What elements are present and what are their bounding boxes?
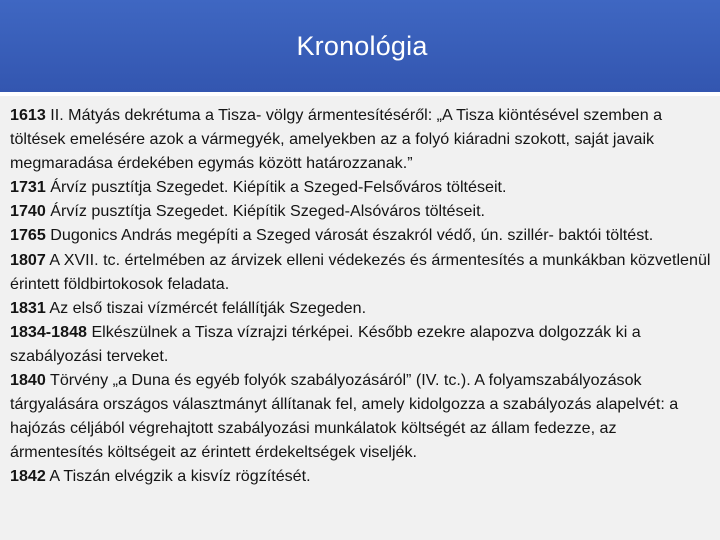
- timeline-entry: [10, 248, 712, 296]
- entry-year: 1613: [10, 106, 46, 124]
- entry-year: 1765: [10, 226, 46, 245]
- page-title: Kronológia: [296, 31, 428, 61]
- entry-year: 1834-1848: [10, 322, 87, 341]
- timeline-entry: [10, 320, 712, 368]
- entry-year: 1731: [10, 178, 46, 197]
- timeline-entry: [10, 223, 712, 247]
- timeline-entry: [10, 103, 712, 175]
- timeline-entry: [10, 296, 712, 320]
- entry-text: Dugonics András megépíti a Szeged városát északról védő, ún. szillér- baktói töltést.: [45, 226, 654, 245]
- timeline-entry: [10, 464, 712, 488]
- entry-text: A XVII. tc. értelmében az árvizek elleni védekezés és ármentesítés a munkákban közvetlenül érintett földbirtokosok feladata.: [10, 250, 711, 293]
- timeline-entry: [10, 199, 712, 223]
- timeline-list: [0, 96, 720, 489]
- entry-text: Árvíz pusztítja Szegedet. Kiépítik Szeged-Alsóváros töltéseit.: [45, 202, 486, 221]
- title-band: [0, 0, 720, 92]
- entry-year: 1842: [10, 467, 46, 486]
- entry-text: Elkészülnek a Tisza vízrajzi térképei. Később ezekre alapozva dolgozzák ki a szabályozási terveket.: [10, 322, 641, 365]
- entry-text: Törvény „a Duna és egyéb folyók szabályozásáról” (IV. tc.). A folyamszabályozások tárgyalására országos választmányt állítanak fel, amely kidolgozza a szabályozás alapelvét: a hajózás céljából végrehajtott szabályozási munkálatok költségét az állam fedezze, az ármentesítés költségeit az érintett érdekeltségek viseljék.: [10, 371, 679, 462]
- timeline-entry: [10, 175, 712, 199]
- content-box: [0, 96, 720, 540]
- timeline-entry: [10, 368, 712, 464]
- entry-year: 1807: [10, 250, 46, 269]
- entry-year: 1740: [10, 202, 46, 221]
- entry-year: 1831: [10, 298, 46, 317]
- entry-text: Az első tiszai vízmércét felállítják Szegeden.: [45, 298, 367, 317]
- entry-text: Árvíz pusztítja Szegedet. Kiépítik a Szeged-Felsőváros töltéseit.: [45, 178, 507, 197]
- entry-year: 1840: [10, 371, 46, 390]
- entry-text: A Tiszán elvégzik a kisvíz rögzítését.: [45, 467, 311, 486]
- entry-text: II. Mátyás dekrétuma a Tisza- völgy ármentesítéséről: „A Tisza kiöntésével szemben a töltések emelésére azok a vármegyék, amelyekben az a folyó kiáradni szokott, saját javaik megmaradása érdekében egymás között határozzanak.”: [10, 106, 663, 173]
